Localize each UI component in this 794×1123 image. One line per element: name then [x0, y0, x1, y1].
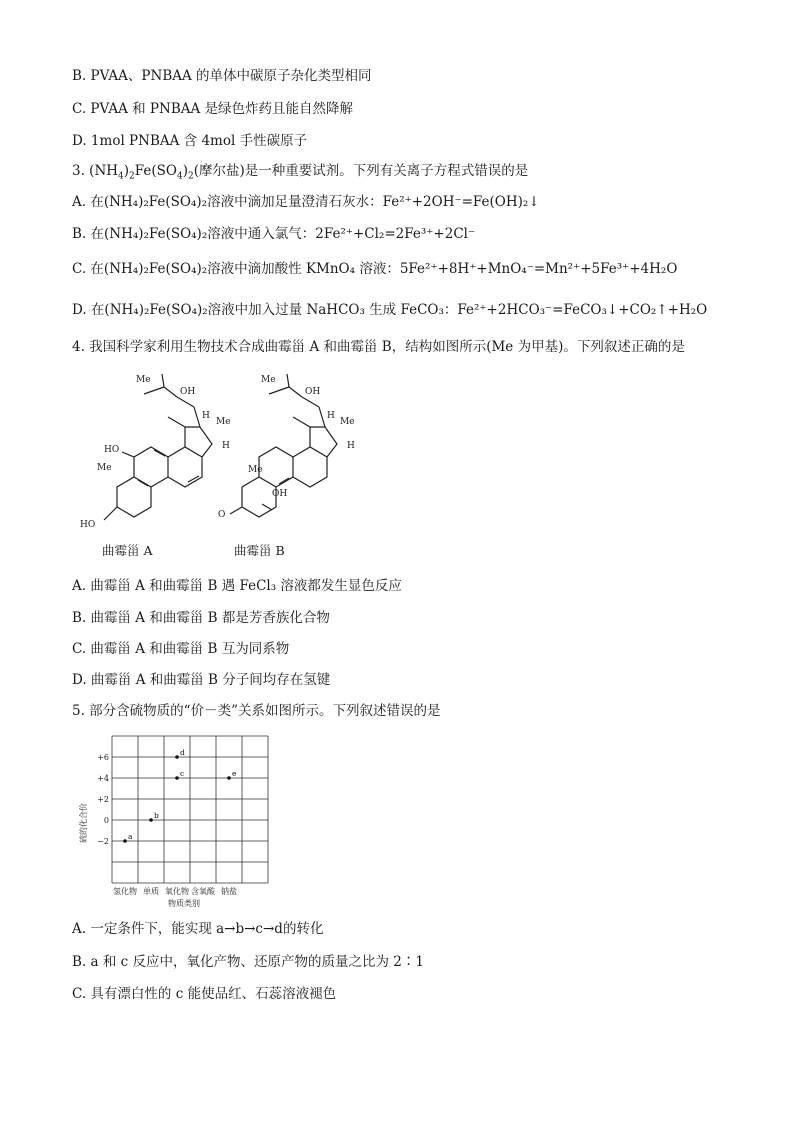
question-5-stem: 5. 部分含硫物质的“价－类”关系如图所示。下列叙述错误的是 — [72, 703, 441, 719]
label-h-a2: H — [222, 441, 230, 451]
chart-point-a — [123, 839, 127, 843]
chart-category-label: 钠盐 — [221, 887, 237, 896]
chart-point-label-b: b — [154, 811, 159, 820]
valence-class-chart — [80, 728, 280, 913]
chart-category-label: 氢化物 — [113, 887, 137, 896]
chart-point-label-c: c — [180, 769, 185, 778]
chart-category-label: 氧化物 — [165, 887, 189, 896]
option-4c: C. 曲霉甾 A 和曲霉甾 B 互为同系物 — [72, 641, 290, 657]
chart-xlabel: 物质类别 — [168, 899, 200, 908]
chart-point-d — [175, 755, 179, 759]
label-me-b1: Me — [261, 375, 276, 385]
label-o-b: O — [218, 510, 226, 520]
caption-a: 曲霉甾 A — [102, 543, 153, 558]
caption-b: 曲霉甾 B — [234, 543, 285, 558]
chart-point-b — [149, 818, 153, 822]
option-5b: B. a 和 c 反应中，氧化产物、还原产物的质量之比为 2∶1 — [72, 954, 424, 970]
chart-point-label-a: a — [128, 832, 133, 841]
option-3d: D. 在(NH₄)₂Fe(SO₄)₂溶液中加入过量 NaHCO₃ 生成 FeCO₃：Fe²⁺+2HCO₃⁻=FeCO₃↓+CO₂↑+H₂O — [72, 302, 708, 318]
label-me-a1: Me — [136, 375, 151, 385]
chart-ytick-label: −2 — [97, 837, 109, 846]
label-h-b1: H — [327, 411, 335, 421]
option-2d: D. 1mol PNBAA 含 4mol 手性碳原子 — [72, 133, 308, 149]
label-oh-ring-b: OH — [272, 489, 288, 499]
steroid-structures-figure — [72, 372, 372, 572]
label-ho-ring-a: HO — [80, 520, 96, 530]
question-3-stem: 3. $(NH_4)_2Fe(SO_4)_2$(摩尔盐)是一种重要试剂。下列有关离子方程式错误的是 — [72, 163, 529, 182]
chart-point-label-e: e — [232, 769, 237, 778]
option-4a: A. 曲霉甾 A 和曲霉甾 B 遇 FeCl₃ 溶液都发生显色反应 — [72, 578, 402, 594]
label-h-b2: H — [347, 441, 355, 451]
option-3b: B. 在(NH₄)₂Fe(SO₄)₂溶液中通入氯气：2Fe²⁺+Cl₂=2Fe³⁺+2Cl⁻ — [72, 226, 476, 242]
chart-ytick-label: +2 — [97, 795, 109, 804]
option-2b: B. PVAA、PNBAA 的单体中碳原子杂化类型相同 — [72, 68, 372, 84]
chart-point-c — [175, 776, 179, 780]
chart-category-label: 含氧酸 — [191, 887, 215, 896]
valence-class-chart-svg — [80, 728, 280, 913]
option-3c: C. 在(NH₄)₂Fe(SO₄)₂溶液中滴加酸性 KMnO₄ 溶液：5Fe²⁺+8H⁺+MnO₄⁻=Mn²⁺+5Fe³⁺+4H₂O — [72, 261, 678, 277]
option-5c: C. 具有漂白性的 c 能使品红、石蕊溶液褪色 — [72, 986, 337, 1002]
chart-ytick-label: +4 — [97, 774, 109, 783]
label-me-a2: Me — [216, 417, 231, 427]
chart-ytick-label: +6 — [97, 753, 109, 762]
option-5a: A. 一定条件下，能实现 a→b→c→d的转化 — [72, 921, 324, 937]
label-ho-a: HO — [104, 445, 120, 455]
chart-ytick-label: 0 — [103, 816, 109, 825]
chart-category-label: 单质 — [143, 887, 159, 896]
option-2c: C. PVAA 和 PNBAA 是绿色炸药且能自然降解 — [72, 101, 354, 117]
question-4-stem: 4. 我国科学家利用生物技术合成曲霉甾 A 和曲霉甾 B，结构如图所示(Me 为甲基)。下列叙述正确的是 — [72, 339, 685, 355]
label-h-a1: H — [202, 411, 210, 421]
option-4b: B. 曲霉甾 A 和曲霉甾 B 都是芳香族化合物 — [72, 610, 330, 626]
option-4d: D. 曲霉甾 A 和曲霉甾 B 分子间均存在氢键 — [72, 672, 331, 688]
label-me-b3: Me — [248, 465, 263, 475]
chart-point-label-d: d — [180, 748, 185, 757]
label-oh-b: OH — [305, 387, 321, 397]
label-me-b2: Me — [340, 417, 355, 427]
chart-point-e — [227, 776, 231, 780]
question-3-stem-text: (摩尔盐)是一种重要试剂。下列有关离子方程式错误的是 — [193, 163, 529, 179]
option-3a: A. 在(NH₄)₂Fe(SO₄)₂溶液中滴加足量澄清石灰水：Fe²⁺+2OH⁻=Fe(OH)₂↓ — [72, 194, 540, 210]
chart-ylabel: 硫的化合价 — [79, 803, 88, 843]
label-me-a3: Me — [97, 463, 112, 473]
label-oh-a: OH — [180, 387, 196, 397]
steroid-structures-svg — [72, 372, 372, 572]
